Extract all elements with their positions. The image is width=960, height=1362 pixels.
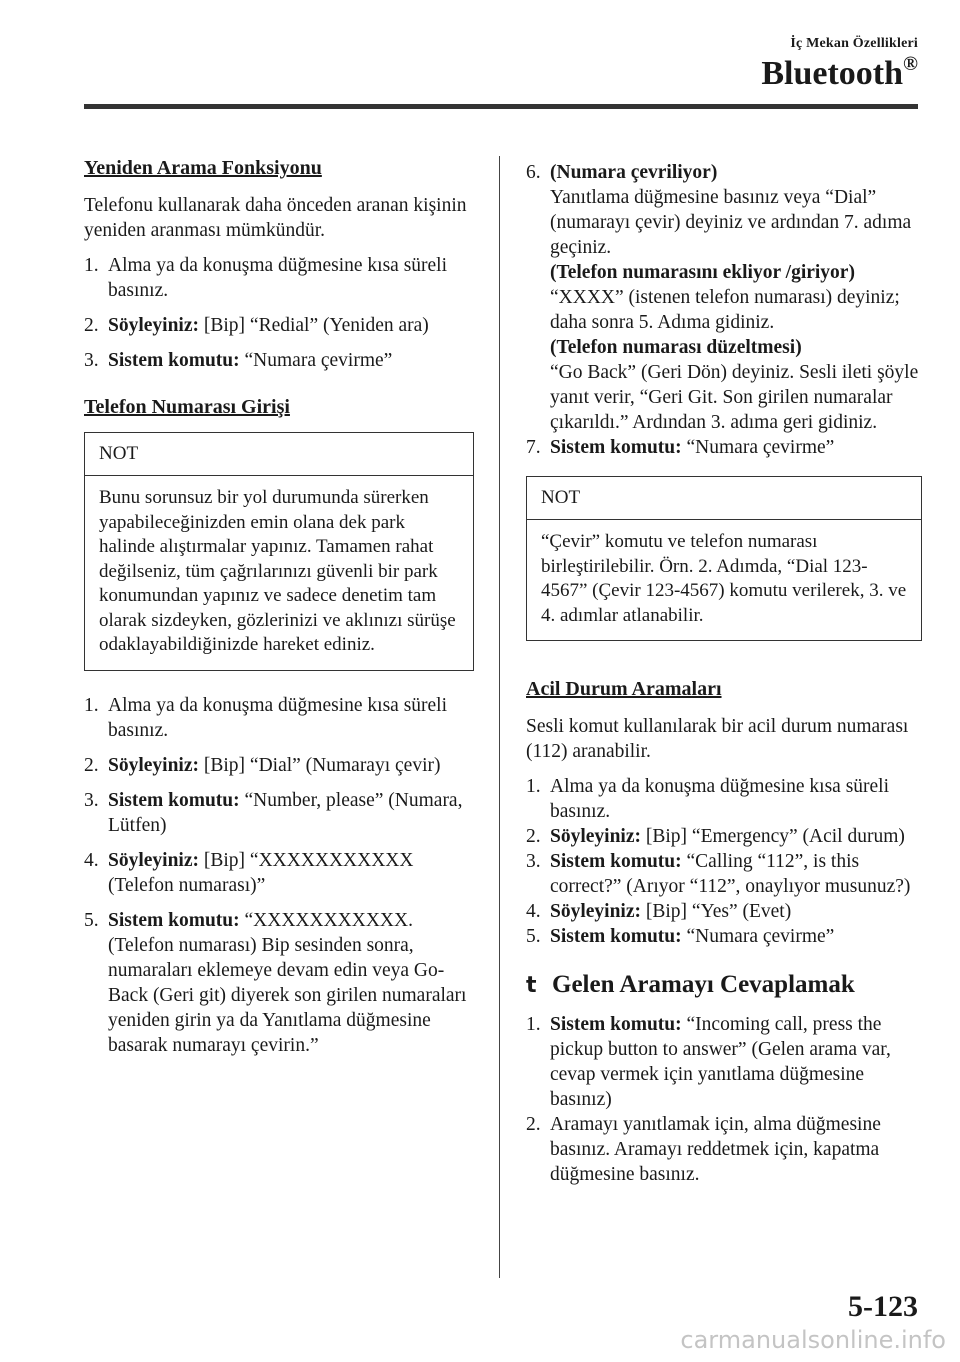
- step-body: Alma ya da konuşma düğmesine kısa süreli basınız.: [108, 255, 448, 301]
- step-number: 6.: [526, 162, 541, 183]
- step-number: 4.: [526, 901, 541, 922]
- redial-step-1: [84, 253, 474, 303]
- step-number: 3.: [526, 851, 541, 872]
- step-body: [Bip] “Redial” (Yeniden ara): [199, 315, 429, 336]
- step-text: [108, 908, 474, 1058]
- step-body: [Bip] “Emergency” (Acil durum): [641, 826, 905, 847]
- step-text: [108, 313, 474, 338]
- entry-step-3: [84, 788, 474, 838]
- step-text: [550, 924, 922, 949]
- step-body: “Incoming call, press the pickup button to answer” (Gelen arama var, cevap vermek için yanıtlama düğmesine basınız): [550, 1014, 891, 1110]
- step-number: 3.: [84, 350, 99, 371]
- step-number: 5.: [526, 926, 541, 947]
- step-text: [108, 753, 474, 778]
- step6-case-adding-text: “XXXX” (istenen telefon numarası) deyiniz; daha sonra 5. Adıma gidiniz.: [550, 287, 900, 333]
- step-label: Sistem komutu:: [550, 851, 682, 872]
- note-text: “Çevir” komutu ve telefon numarası birleştirilebilir. Örn. 2. Adımda, “Dial 123-4567” (Çevir 123-4567) komutu verilerek, 3. ve 4. adımlar atlanabilir.: [541, 531, 907, 626]
- step-body: [Bip] “XXXXXXXXXXX (Telefon numarası)”: [108, 849, 414, 896]
- step-text: [108, 848, 474, 898]
- step6-case-correction: (Telefon numarası düzeltmesi): [550, 337, 802, 358]
- step-text: [550, 435, 922, 460]
- emergency-heading: Acil Durum Aramaları: [526, 678, 722, 700]
- note-title: NOT: [527, 477, 921, 520]
- step-number: 7.: [526, 437, 541, 458]
- emergency-step-3: [526, 849, 922, 899]
- step-number: 4.: [84, 849, 99, 871]
- step-number: 2.: [526, 1114, 541, 1135]
- step-body: “Numara çevirme”: [681, 926, 835, 947]
- step-body: “Numara çevirme”: [681, 437, 835, 458]
- step-body: [Bip] “Dial” (Numarayı çevir): [199, 754, 441, 776]
- step-body: “Numara çevirme”: [239, 350, 393, 371]
- step-label: Söyleyiniz:: [550, 901, 641, 922]
- step-body: “XXXXXXXXXXX. (Telefon numarası) Bip sesinden sonra, numaraları eklemeye devam edin veya Go-Back (Geri git) diyerek son girilen numaraları yeniden girin ya da Yanıtlama düğmesine basarak numarayı çevirin.”: [108, 909, 467, 1056]
- step-label: Sistem komutu:: [550, 926, 682, 947]
- step-label: Sistem komutu:: [108, 350, 240, 371]
- incoming-step-1: [526, 1012, 922, 1112]
- note-title: NOT: [85, 433, 473, 476]
- emergency-step-4: [526, 899, 922, 924]
- step-label: Söyleyiniz:: [108, 754, 199, 776]
- step6-case-dialing-text: Yanıtlama düğmesine basınız veya “Dial” (numarayı çevir) deyiniz ve ardından 7. adıma geçiniz.: [550, 187, 912, 258]
- step-number: 1.: [526, 776, 541, 797]
- step-body: “Number, please” (Numara, Lütfen): [108, 789, 463, 836]
- step-text: [108, 693, 474, 743]
- step6-case-dialing: (Numara çevriliyor): [550, 162, 718, 183]
- chapter-subtitle: İç Mekan Özellikleri: [790, 36, 918, 51]
- section-bullet-icon: t: [526, 973, 537, 998]
- dial-note-box: [526, 476, 922, 641]
- step-text: [108, 788, 474, 838]
- chapter-title-text: Bluetooth: [761, 55, 904, 92]
- incoming-steps: [526, 1012, 922, 1187]
- redial-intro: Telefonu kullanarak daha önceden aranan kişinin yeniden aranması mümkündür.: [84, 195, 467, 241]
- step-text: [550, 160, 922, 435]
- step-body: Alma ya da konuşma düğmesine kısa süreli basınız.: [550, 776, 890, 822]
- step6-case-correction-text: “Go Back” (Geri Dön) deyiniz. Sesli ileti şöyle yanıt verir, “Geri Git. Son girilen numaralar çıkarıldı.” Ardından 3. adıma geri gidiniz.: [550, 362, 919, 433]
- step-body: Alma ya da konuşma düğmesine kısa süreli basınız.: [108, 694, 448, 741]
- number-entry-heading: Telefon Numarası Girişi: [84, 396, 290, 418]
- watermark: carmanualsonline.info: [680, 1326, 946, 1354]
- step-number: 1.: [526, 1014, 541, 1035]
- incoming-heading: [526, 971, 922, 1000]
- emergency-intro: Sesli komut kullanılarak bir acil durum numarası (112) aranabilir.: [526, 716, 909, 762]
- emergency-step-5: [526, 924, 922, 949]
- redial-heading: Yeniden Arama Fonksiyonu: [84, 157, 322, 179]
- step6-case-adding: (Telefon numarasını ekliyor /giriyor): [550, 262, 855, 283]
- entry-steps: [84, 693, 474, 1058]
- step-number: 2.: [84, 315, 99, 336]
- step-body: Aramayı yanıtlamak için, alma düğmesine basınız. Aramayı reddetmek için, kapatma düğmesine basınız.: [550, 1114, 881, 1185]
- step-body: [Bip] “Yes” (Evet): [641, 901, 792, 922]
- entry-step-6: [526, 160, 922, 435]
- step-text: [108, 253, 474, 303]
- redial-steps: [84, 253, 474, 373]
- step-text: [108, 348, 474, 373]
- entry-step-7: [526, 435, 922, 460]
- left-column: [84, 156, 474, 1068]
- step-text: [550, 824, 922, 849]
- step-label: Söyleyiniz:: [108, 849, 199, 871]
- step-label: Sistem komutu:: [550, 437, 682, 458]
- entry-step-4: [84, 848, 474, 898]
- column-divider: [499, 156, 500, 1278]
- step-number: 3.: [84, 789, 99, 811]
- emergency-step-2: [526, 824, 922, 849]
- step-label: Söyleyiniz:: [108, 315, 199, 336]
- step-text: [550, 774, 922, 824]
- step-text: [550, 899, 922, 924]
- right-column: [526, 160, 922, 1187]
- step-number: 1.: [84, 255, 99, 276]
- step-text: [550, 1012, 922, 1112]
- header-rule: [84, 104, 918, 109]
- registered-mark: ®: [903, 53, 918, 75]
- redial-step-3: [84, 348, 474, 373]
- note-text: Bunu sorunsuz bir yol durumunda sürerken yapabileceğinizden emin olana dek park halinde alıştırmalar yapınız. Tamamen rahat değilseniz, tüm çağrılarınızı güvenli bir park konumundan yapınız ve sadece denetim tam olarak sizdeyken, gözlerinizi ve aklınızı sürüşe odaklayabildiğinizde hareket ediniz.: [99, 487, 456, 655]
- step-body: “Calling “112”, is this correct?” (Arıyor “112”, onaylıyor musunuz?): [550, 851, 911, 897]
- incoming-step-2: [526, 1112, 922, 1187]
- entry-step-1: [84, 693, 474, 743]
- entry-step-2: [84, 753, 474, 778]
- step-label: Sistem komutu:: [108, 909, 240, 931]
- redial-step-2: [84, 313, 474, 338]
- step-label: Sistem komutu:: [108, 789, 240, 811]
- emergency-step-1: [526, 774, 922, 824]
- page-number: 5-123: [848, 1290, 918, 1323]
- step-number: 1.: [84, 694, 99, 716]
- emergency-steps: [526, 774, 922, 949]
- step-label: Sistem komutu:: [550, 1014, 682, 1035]
- step-text: [550, 849, 922, 899]
- incoming-heading-text: Gelen Aramayı Cevaplamak: [552, 971, 855, 998]
- step-number: 5.: [84, 909, 99, 931]
- step-text: [550, 1112, 922, 1187]
- entry-step-5: [84, 908, 474, 1058]
- chapter-title: [761, 54, 918, 91]
- step-label: Söyleyiniz:: [550, 826, 641, 847]
- safety-note-box: [84, 432, 474, 671]
- step-number: 2.: [526, 826, 541, 847]
- step-number: 2.: [84, 754, 99, 776]
